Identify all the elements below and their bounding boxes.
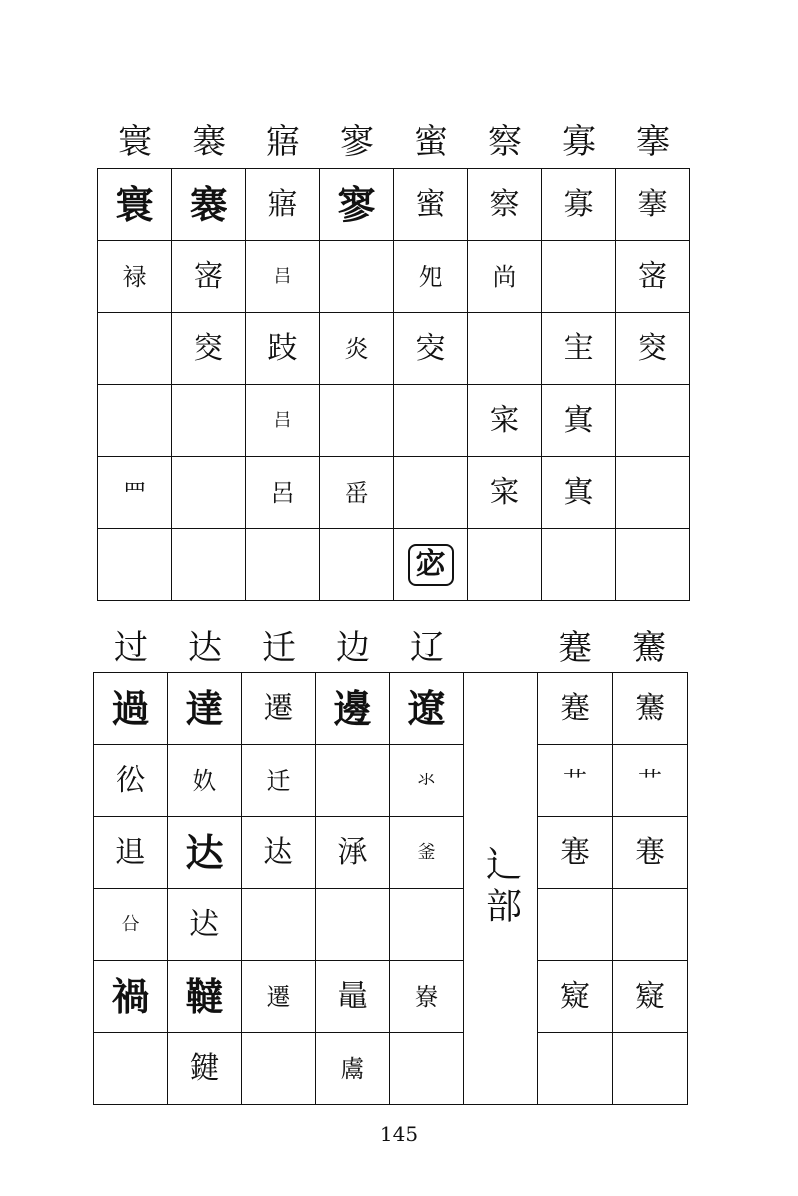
glyph-cell <box>316 961 390 1033</box>
table-row <box>94 673 688 745</box>
column-header: 蹇 <box>558 628 592 668</box>
column-header: 过 <box>114 628 148 668</box>
glyph-cell <box>98 169 172 241</box>
seal-glyph: 呂 <box>270 478 295 507</box>
glyph-cell <box>168 817 242 889</box>
glyph-cell <box>246 457 320 529</box>
glyph-cell <box>542 313 616 385</box>
glyph-cell <box>542 241 616 313</box>
seal-glyph: 過 <box>111 686 150 731</box>
table-row <box>94 1033 688 1105</box>
glyph-cell <box>394 457 468 529</box>
table-row <box>98 241 690 313</box>
glyph-cell <box>613 961 688 1033</box>
glyph-cell <box>538 889 613 961</box>
glyph-cell <box>316 889 390 961</box>
seal-glyph: 迏 <box>263 834 294 870</box>
seal-glyph: 迁 <box>266 766 291 795</box>
table-row <box>98 529 690 601</box>
glyph-cell <box>390 745 464 817</box>
table-row <box>94 817 688 889</box>
glyph-cell <box>394 241 468 313</box>
table-row <box>94 745 688 817</box>
glyph-cell <box>390 1033 464 1105</box>
glyph-cell <box>168 673 242 745</box>
glyph-cell <box>242 961 316 1033</box>
glyph-cell <box>468 313 542 385</box>
seal-glyph: 寀 <box>489 402 520 438</box>
seal-glyph: 罒 <box>122 478 147 507</box>
glyph-cell <box>468 529 542 601</box>
seal-glyph: 炎 <box>344 334 369 363</box>
glyph-cell <box>468 169 542 241</box>
seal-glyph: 達 <box>185 686 224 731</box>
glyph-cell <box>616 457 690 529</box>
glyph-cell <box>538 673 613 745</box>
top-header-row <box>98 122 690 162</box>
seal-glyph: 寲 <box>635 978 665 1014</box>
seal-glyph: 窔 <box>637 330 668 366</box>
table-row <box>98 169 690 241</box>
glyph-cell <box>242 889 316 961</box>
glyph-cell <box>616 529 690 601</box>
glyph-cell <box>172 169 246 241</box>
column-header: 騫 <box>632 628 666 668</box>
seal-glyph: 宔 <box>563 330 594 366</box>
glyph-cell <box>538 961 613 1033</box>
glyph-cell <box>172 313 246 385</box>
bottom-glyph-table <box>93 672 688 1105</box>
glyph-cell <box>390 817 464 889</box>
glyph-cell <box>320 313 394 385</box>
seal-glyph: 寤 <box>267 186 298 222</box>
glyph-cell <box>98 457 172 529</box>
glyph-cell <box>320 241 394 313</box>
seal-glyph: 寰 <box>115 182 154 227</box>
glyph-cell <box>542 169 616 241</box>
table-row <box>94 889 688 961</box>
glyph-cell <box>616 241 690 313</box>
seal-glyph: 彸 <box>115 762 146 798</box>
column-header: 寥 <box>340 122 374 162</box>
column-header: 辽 <box>410 628 444 668</box>
glyph-cell <box>168 961 242 1033</box>
seal-glyph: 㕣 <box>121 914 140 935</box>
seal-glyph: 寀 <box>489 474 520 510</box>
glyph-cell <box>246 385 320 457</box>
seal-glyph: 奺 <box>192 766 217 795</box>
seal-glyph: 遷 <box>266 982 291 1011</box>
seal-glyph: 䘵 <box>122 262 147 291</box>
seal-glyph: 蹇 <box>560 690 590 726</box>
glyph-cell <box>168 889 242 961</box>
glyph-cell <box>320 529 394 601</box>
glyph-cell <box>613 673 688 745</box>
seal-glyph: 䢐 <box>115 834 146 870</box>
glyph-cell <box>168 745 242 817</box>
seal-glyph: 宓 <box>408 544 454 586</box>
seal-glyph: 褰 <box>189 182 228 227</box>
glyph-cell <box>316 1033 390 1105</box>
glyph-cell <box>542 385 616 457</box>
seal-glyph: 宻 <box>637 258 668 294</box>
seal-glyph: 㴍 <box>337 834 368 870</box>
glyph-cell <box>94 961 168 1033</box>
glyph-cell <box>320 169 394 241</box>
glyph-cell <box>172 457 246 529</box>
seal-glyph: 嶚 <box>414 982 439 1011</box>
seal-glyph: 鼂 <box>337 978 368 1014</box>
glyph-cell <box>542 457 616 529</box>
glyph-cell <box>94 1033 168 1105</box>
glyph-cell <box>616 385 690 457</box>
seal-glyph: 遷 <box>263 690 294 726</box>
glyph-cell <box>390 961 464 1033</box>
glyph-cell <box>172 385 246 457</box>
column-header: 达 <box>188 628 222 668</box>
top-glyph-table <box>97 168 690 601</box>
glyph-cell <box>316 745 390 817</box>
seal-glyph: 吕 <box>273 266 292 287</box>
table-row <box>98 385 690 457</box>
table-row <box>98 457 690 529</box>
seal-glyph: 寡 <box>563 186 594 222</box>
glyph-cell <box>94 673 168 745</box>
seal-glyph: 鍵 <box>189 1050 220 1086</box>
seal-glyph: 跂 <box>267 330 298 366</box>
glyph-cell <box>613 889 688 961</box>
glyph-cell <box>538 1033 613 1105</box>
seal-glyph: 察 <box>489 186 520 222</box>
page-number: 145 <box>379 1122 419 1146</box>
glyph-cell <box>394 169 468 241</box>
seal-glyph: 邊 <box>333 686 372 731</box>
glyph-cell <box>320 457 394 529</box>
glyph-cell <box>616 313 690 385</box>
seal-glyph: 艹 <box>638 766 662 795</box>
glyph-cell <box>98 529 172 601</box>
seal-glyph: 窔 <box>193 330 224 366</box>
glyph-cell <box>613 1033 688 1105</box>
glyph-cell <box>390 889 464 961</box>
seal-glyph: 寘 <box>563 402 594 438</box>
seal-glyph: 迖 <box>189 906 220 942</box>
column-header: 边 <box>336 628 370 668</box>
glyph-cell <box>168 1033 242 1105</box>
seal-glyph: 䍃 <box>344 478 369 507</box>
glyph-cell <box>468 241 542 313</box>
glyph-cell <box>390 673 464 745</box>
seal-glyph: 艹 <box>563 766 587 795</box>
seal-glyph: 鬳 <box>340 1054 365 1083</box>
column-header: 迁 <box>262 628 296 668</box>
table-row <box>98 313 690 385</box>
seal-glyph: 寲 <box>560 978 590 1014</box>
seal-glyph: 寋 <box>560 834 590 870</box>
glyph-cell <box>542 529 616 601</box>
glyph-cell <box>316 817 390 889</box>
seal-glyph: 禍 <box>111 974 150 1019</box>
glyph-cell <box>242 1033 316 1105</box>
glyph-cell <box>242 745 316 817</box>
glyph-cell <box>468 457 542 529</box>
seal-glyph: 騫 <box>635 690 665 726</box>
seal-glyph: 寋 <box>635 834 665 870</box>
glyph-cell <box>468 385 542 457</box>
glyph-cell <box>94 817 168 889</box>
seal-glyph: 寘 <box>563 474 594 510</box>
glyph-cell <box>172 241 246 313</box>
radical-label: 辶部 <box>480 844 522 929</box>
column-header: 寰 <box>118 122 152 162</box>
seal-glyph: 㝔 <box>415 330 446 366</box>
glyph-cell <box>246 241 320 313</box>
glyph-cell <box>394 313 468 385</box>
column-header: 褰 <box>192 122 226 162</box>
seal-glyph: 尚 <box>492 262 517 291</box>
glyph-cell <box>246 529 320 601</box>
glyph-cell <box>613 745 688 817</box>
column-header: 搴 <box>636 122 670 162</box>
glyph-cell <box>246 313 320 385</box>
seal-glyph: 夗 <box>418 262 443 291</box>
glyph-cell <box>538 817 613 889</box>
seal-glyph: 达 <box>185 830 224 875</box>
glyph-cell <box>242 817 316 889</box>
column-header: 寤 <box>266 122 300 162</box>
bottom-header-row <box>94 628 686 668</box>
glyph-cell <box>172 529 246 601</box>
column-header <box>464 628 538 668</box>
glyph-cell <box>98 385 172 457</box>
glyph-cell <box>616 169 690 241</box>
seal-glyph: 氺 <box>417 770 436 791</box>
glyph-cell <box>94 889 168 961</box>
seal-glyph: 宻 <box>193 258 224 294</box>
glyph-cell <box>98 241 172 313</box>
glyph-cell <box>320 385 394 457</box>
table-row <box>94 961 688 1033</box>
glyph-cell <box>394 529 468 601</box>
glyph-cell <box>394 385 468 457</box>
seal-glyph: 吕 <box>273 410 292 431</box>
glyph-cell <box>246 169 320 241</box>
column-header: 寡 <box>562 122 596 162</box>
seal-glyph: 搴 <box>637 186 668 222</box>
radical-cell <box>464 673 538 1105</box>
glyph-cell <box>613 817 688 889</box>
column-header: 察 <box>488 122 522 162</box>
glyph-cell <box>242 673 316 745</box>
glyph-cell <box>316 673 390 745</box>
seal-glyph: 蜜 <box>415 186 446 222</box>
seal-glyph: 韃 <box>185 974 224 1019</box>
glyph-cell <box>94 745 168 817</box>
glyph-cell <box>538 745 613 817</box>
glyph-cell <box>98 313 172 385</box>
column-header: 蜜 <box>414 122 448 162</box>
seal-glyph: 釜 <box>417 842 436 863</box>
seal-glyph: 寥 <box>337 182 376 227</box>
seal-glyph: 遼 <box>407 686 446 731</box>
